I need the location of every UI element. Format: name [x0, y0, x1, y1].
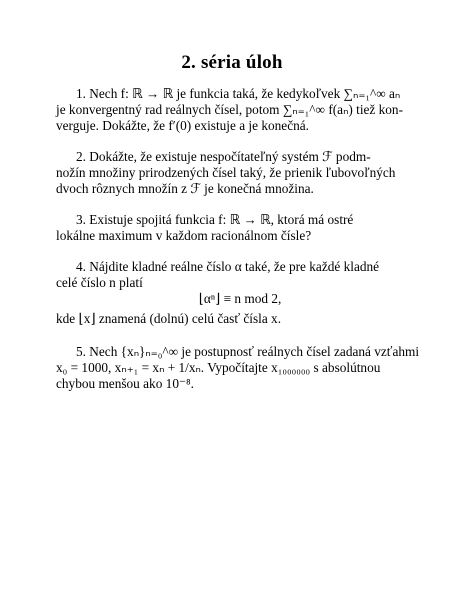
- problem-2-line-1: 2. Dokážte, že existuje nespočítateľný systém ℱ podm-: [76, 149, 371, 164]
- problem-4-line-2: celé číslo n platí: [56, 275, 143, 290]
- problem-5-line-2: x₀ = 1000, xₙ₊₁ = xₙ + 1/xₙ. Vypočítajte x₁₀₀₀₀₀₀ s absolútnou: [56, 360, 381, 375]
- problem-4-formula: ⌊αⁿ⌋ ≡ n mod 2,: [198, 291, 282, 306]
- problem-5-line-1: 5. Nech {xₙ}ₙ₌₀^∞ je postupnosť reálnych čísel zadaná vzťahmi: [76, 344, 420, 359]
- problem-1-line-2: je konvergentný rad reálnych čísel, potom ∑ₙ₌₁^∞ f(aₙ) tiež kon-: [56, 102, 404, 117]
- problem-1-line-1: 1. Nech f: ℝ → ℝ je funkcia taká, že kedykoľvek ∑ₙ₌₁^∞ aₙ: [76, 86, 401, 101]
- problem-2-line-2: nožín množiny prirodzených čísel taký, že prienik ľubovoľných: [56, 165, 396, 180]
- document-title: 2. séria úloh: [181, 52, 283, 73]
- problem-1: [56, 86, 424, 134]
- problem-5-line-3: chybou menšou ako 10⁻⁸.: [56, 376, 194, 391]
- problem-4-line-4: kde ⌊x⌋ znamená (dolnú) celú časť čísla x.: [56, 311, 282, 326]
- problem-4: [56, 259, 424, 327]
- problem-3-line-2: lokálne maximum v každom racionálnom čísle?: [56, 228, 312, 243]
- problem-2: [56, 149, 424, 197]
- problem-4-line-1: 4. Nájdite kladné reálne číslo α také, že pre každé kladné: [76, 259, 380, 274]
- problem-5: [56, 344, 424, 392]
- problem-3-line-1: 3. Existuje spojitá funkcia f: ℝ → ℝ, ktorá má ostré: [76, 212, 354, 227]
- problem-3: [56, 212, 424, 244]
- problem-1-line-3: verguje. Dokážte, že f′(0) existuje a je konečná.: [56, 118, 309, 133]
- problem-2-line-3: dvoch rôznych množín z ℱ je konečná množina.: [56, 181, 314, 196]
